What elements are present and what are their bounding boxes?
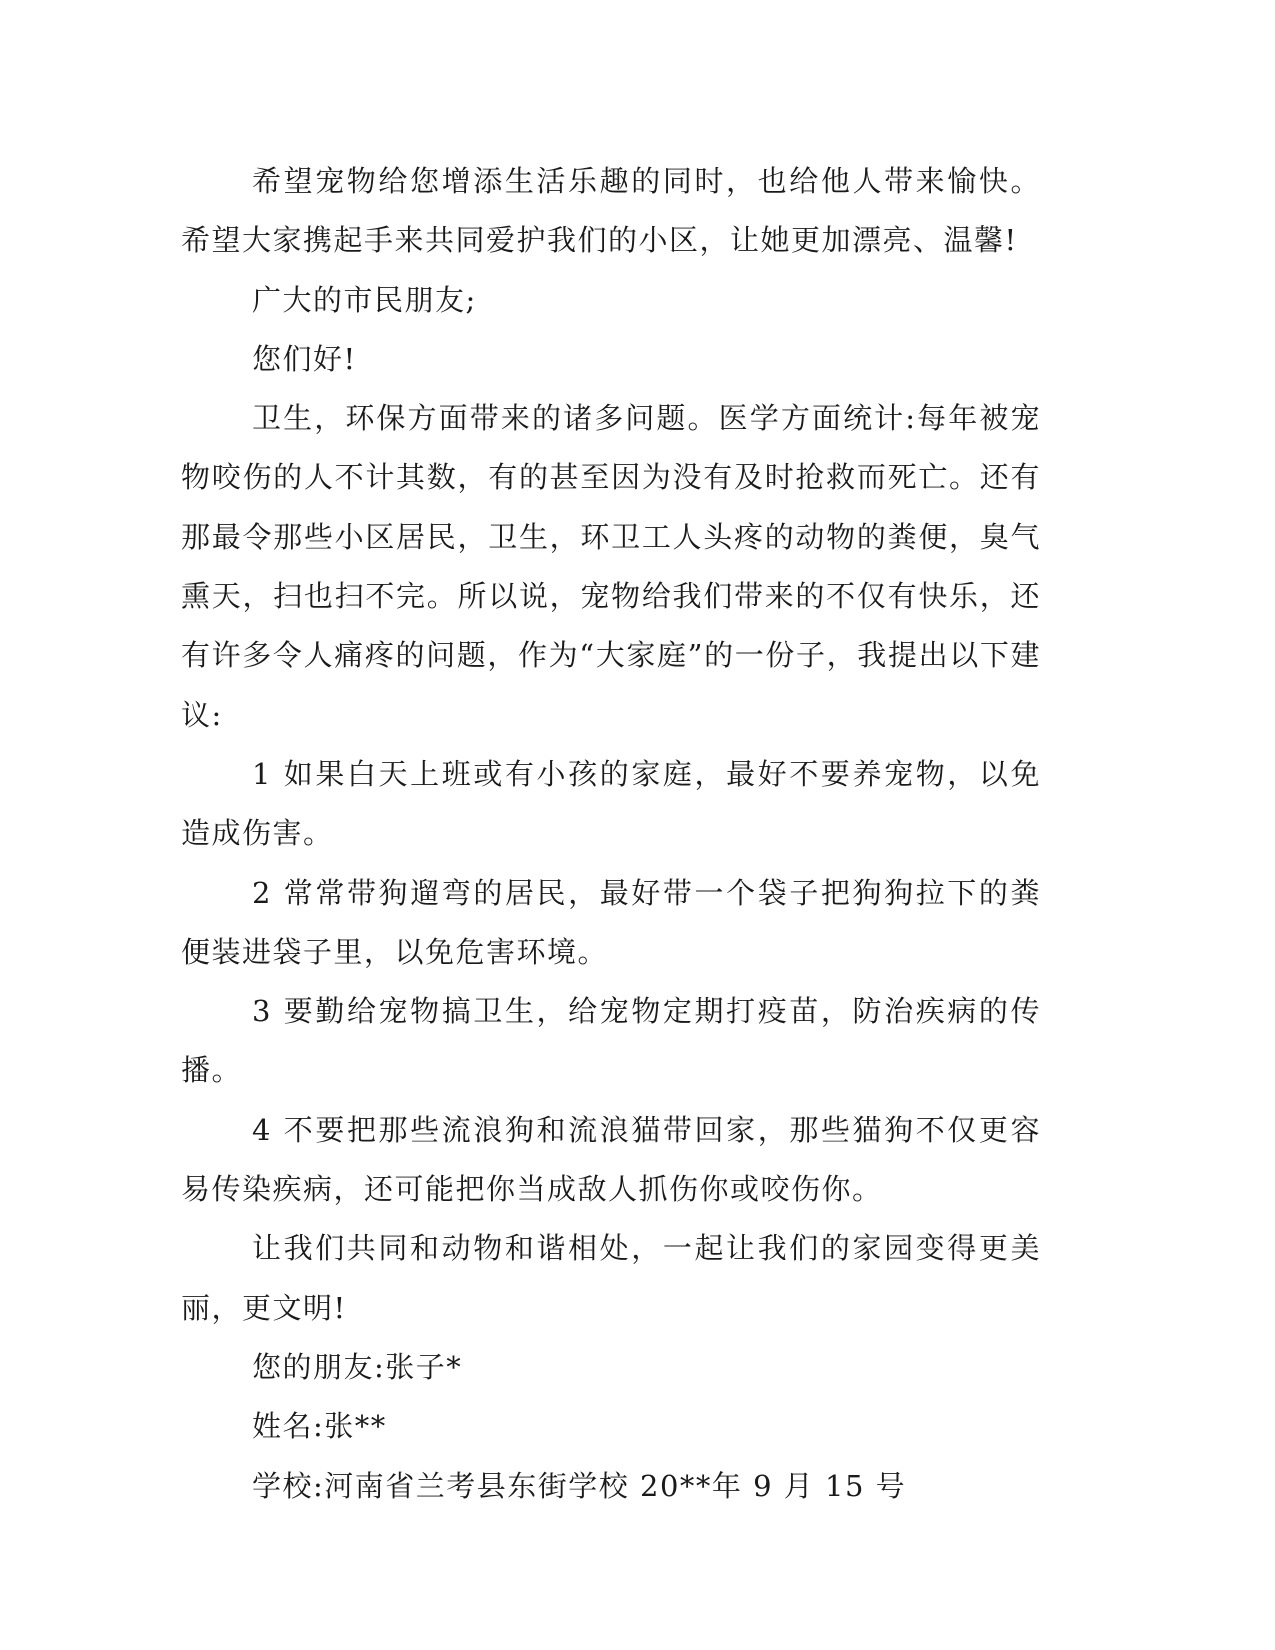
paragraph-problems: 卫生，环保方面带来的诸多问题。医学方面统计:每年被宠物咬伤的人不计其数，有的甚至因为没有及时抢救而死亡。还有那最令那些小区居民，卫生，环卫工人头疼的动物的粪便，臭气熏天，扫也扫不完。所以说，宠物给我们带来的不仅有快乐，还有许多令人痛疼的问题，作为“大家庭”的一份子，我提出以下建议: xyxy=(181,401,1041,732)
paragraph-closing: 让我们共同和动物和谐相处，一起让我们的家园变得更美丽，更文明! xyxy=(181,1231,1041,1325)
paragraph-greeting: 您们好! xyxy=(252,341,357,376)
suggestion-1: 1 如果白天上班或有小孩的家庭，最好不要养宠物，以免造成伤害。 xyxy=(181,756,1041,851)
suggestion-3: 3 要勤给宠物搞卫生，给宠物定期打疫苗，防治疾病的传播。 xyxy=(181,994,1041,1088)
signature-name: 姓名:张** xyxy=(252,1409,387,1444)
suggestion-4: 4 不要把那些流浪狗和流浪猫带回家，那些猫狗不仅更容易传染疾病，还可能把你当成敌人抓伤你或咬伤你。 xyxy=(181,1112,1041,1207)
suggestion-2: 2 常常带狗遛弯的居民，最好带一个袋子把狗狗拉下的粪便装进袋子里，以免危害环境。 xyxy=(181,875,1041,969)
paragraph-salutation: 广大的市民朋友; xyxy=(252,282,477,317)
paragraph-wish: 希望宠物给您增添生活乐趣的同时，也给他人带来愉快。希望大家携起手来共同爱护我们的小区，让她更加漂亮、温馨! xyxy=(181,164,1041,258)
signature-school-date: 学校:河南省兰考县东街学校 20**年 9 月 15 号 xyxy=(252,1468,907,1503)
letter-body xyxy=(181,152,1041,1516)
signature-friend: 您的朋友:张子* xyxy=(252,1349,463,1384)
